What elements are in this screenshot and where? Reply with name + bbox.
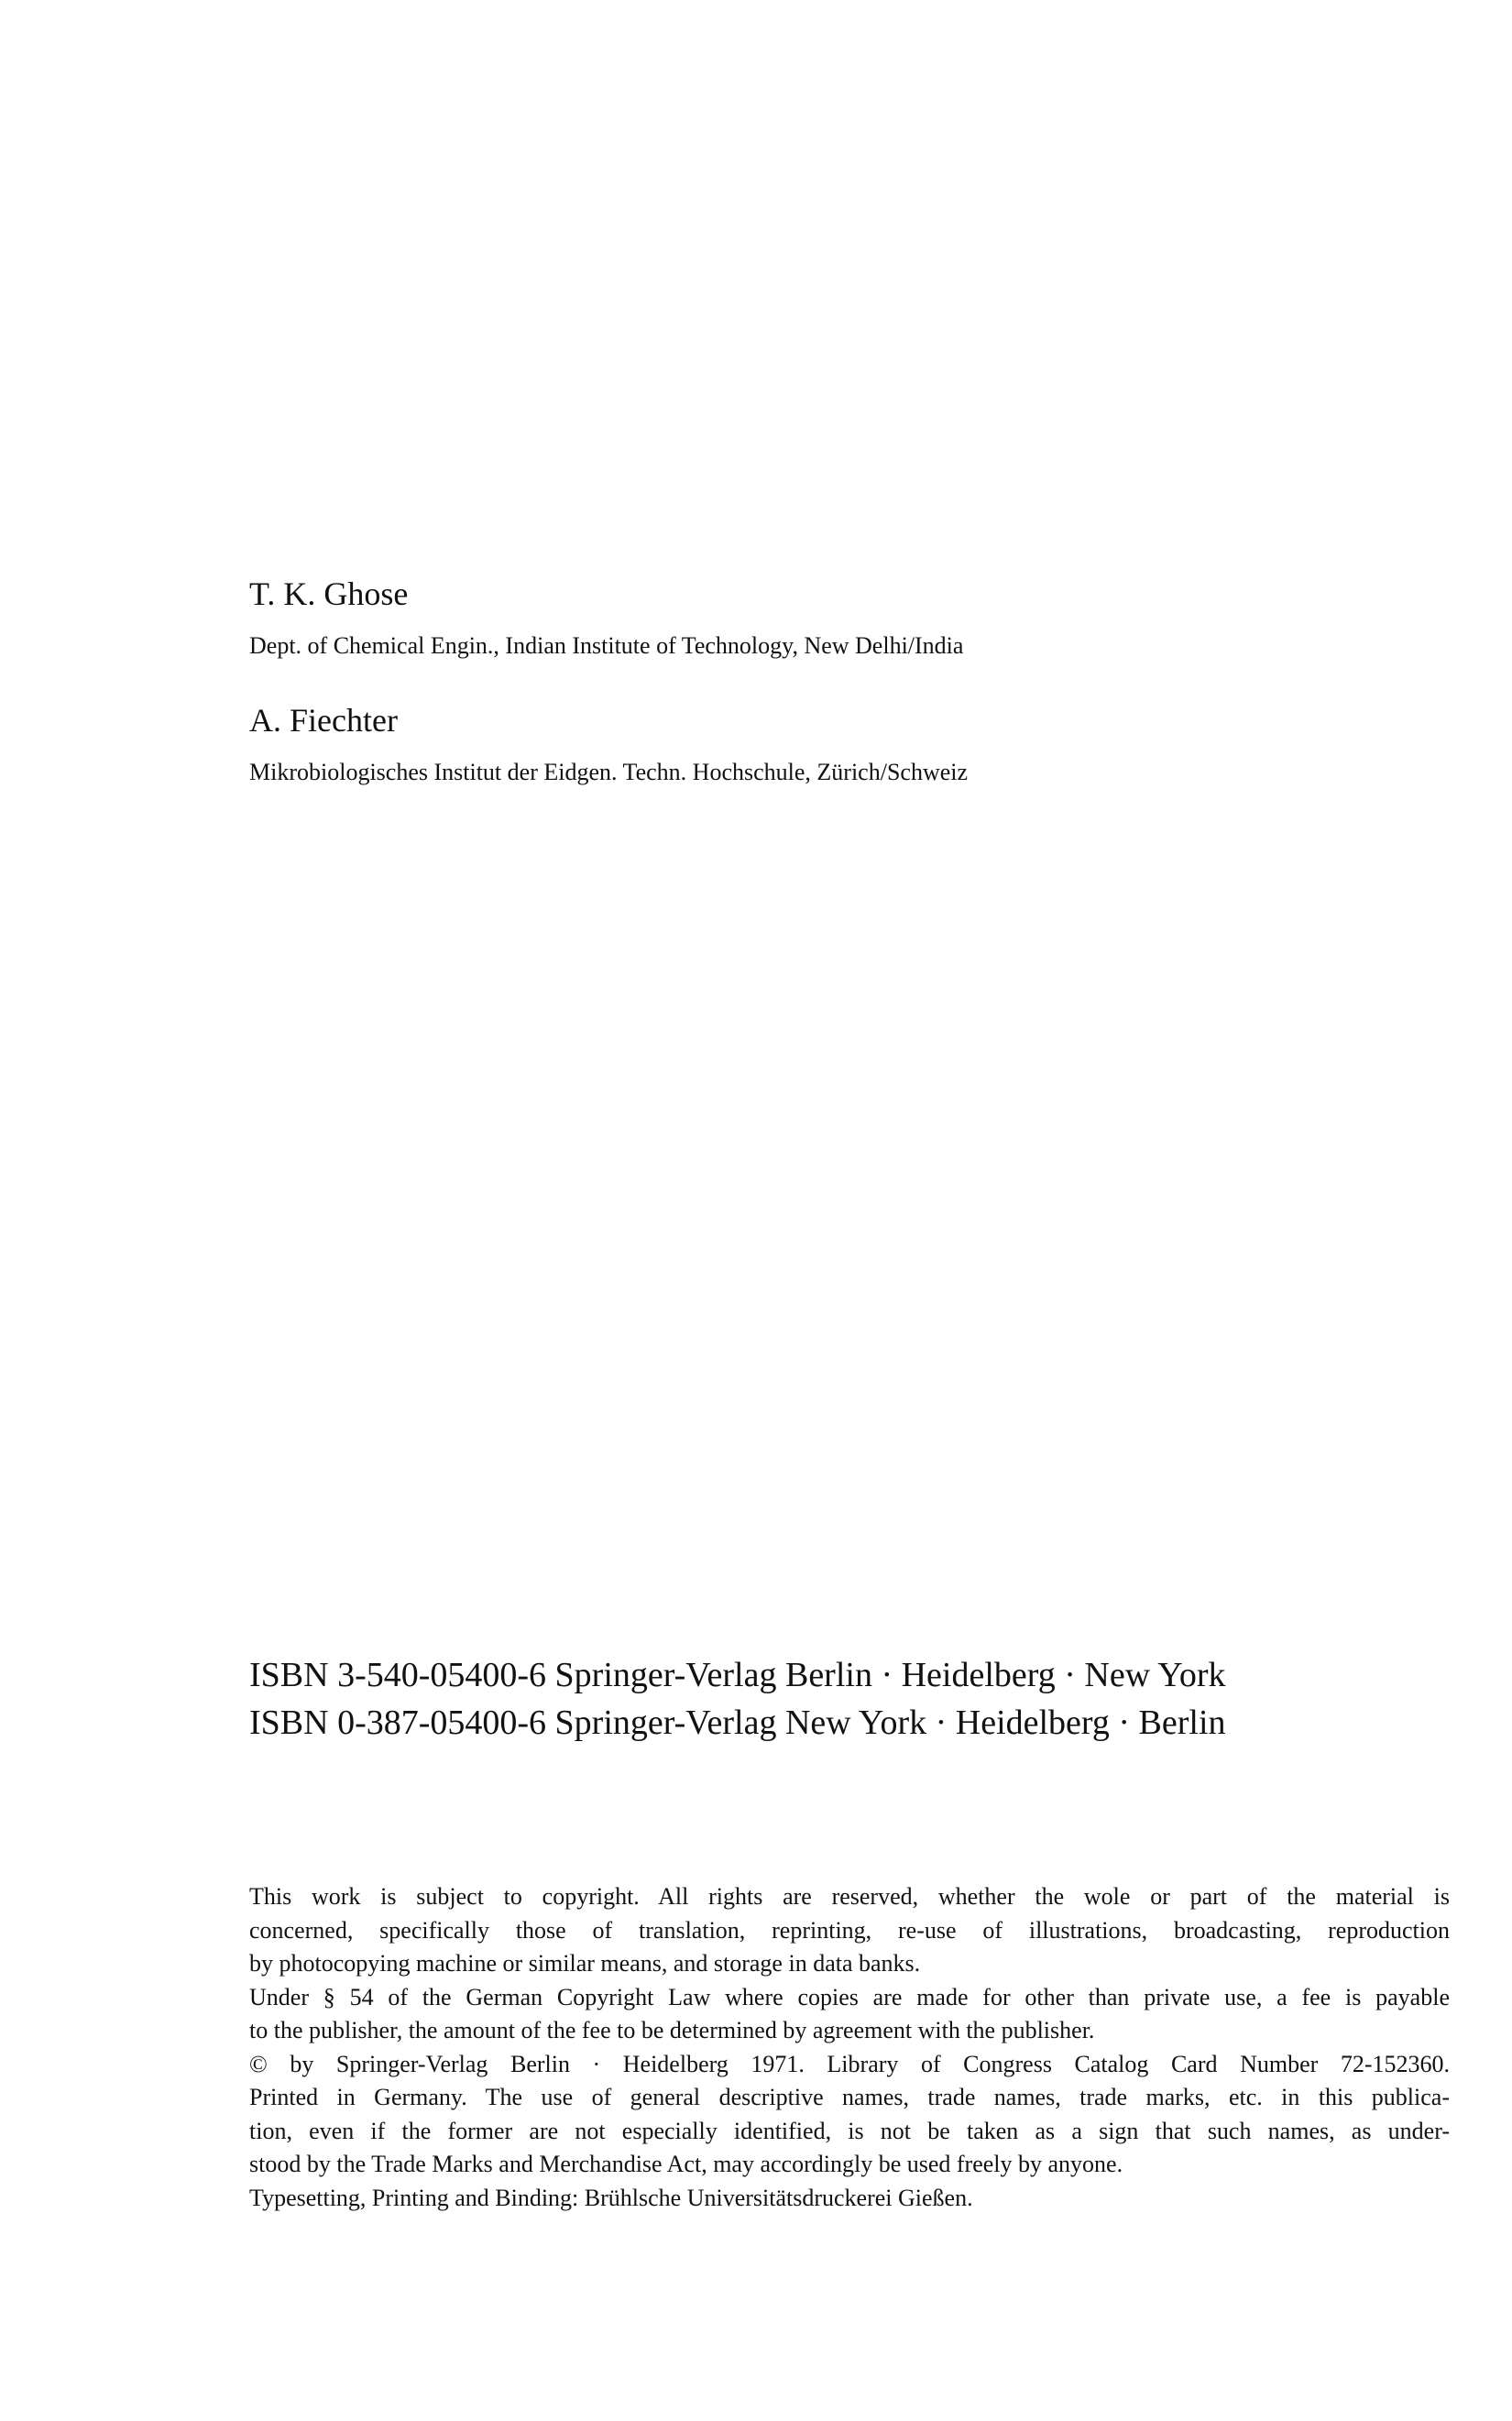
copyright-line: stood by the Trade Marks and Merchandise Act, may accordingly be used freely by anyone. [249,2151,1123,2177]
copyright-line: Printed in Germany. The use of general descriptive names, trade names, trade marks, etc. in this publica- [249,2084,1450,2110]
copyright-line: to the publisher, the amount of the fee to be determined by agreement with the publisher. [249,2017,1095,2043]
isbn-block [249,1651,1450,1747]
author-block-fiechter [249,700,1450,788]
copyright-line: tion, even if the former are not especially identified, is not be taken as a sign that such names, as under- [249,2117,1450,2144]
isbn-line-2: ISBN 0-387-05400-6 Springer-Verlag New York · Heidelberg · Berlin [249,1703,1226,1742]
author-block-ghose [249,574,1450,662]
copyright-line: This work is subject to copyright. All rights are reserved, whether the wole or part of the material is [249,1883,1450,1910]
author-affiliation: Dept. of Chemical Engin., Indian Institute of Technology, New Delhi/India [249,632,964,659]
copyright-line: by photocopying machine or similar means, and storage in data banks. [249,1950,921,1977]
author-affiliation: Mikrobiologisches Institut der Eidgen. Techn. Hochschule, Zürich/Schweiz [249,759,969,785]
isbn-line-1: ISBN 3-540-05400-6 Springer-Verlag Berlin · Heidelberg · New York [249,1656,1226,1694]
copyright-notice [249,1880,1450,2215]
spacer [249,740,1450,757]
author-name: A. Fiechter [249,702,398,739]
spacer [249,614,1450,630]
copyright-line: Under § 54 of the German Copyright Law where copies are made for other than private use, a fee is payable [249,1983,1450,2010]
author-name: T. K. Ghose [249,575,409,612]
copyright-line: Typesetting, Printing and Binding: Brühlsche Universitätsdruckerei Gießen. [249,2184,973,2211]
copyright-line: concerned, specifically those of translation, reprinting, re-use of illustrations, broadcasting, reproduction [249,1916,1450,1944]
copyright-line: © by Springer-Verlag Berlin · Heidelberg 1971. Library of Congress Catalog Card Number 72-152360. [249,2050,1450,2077]
